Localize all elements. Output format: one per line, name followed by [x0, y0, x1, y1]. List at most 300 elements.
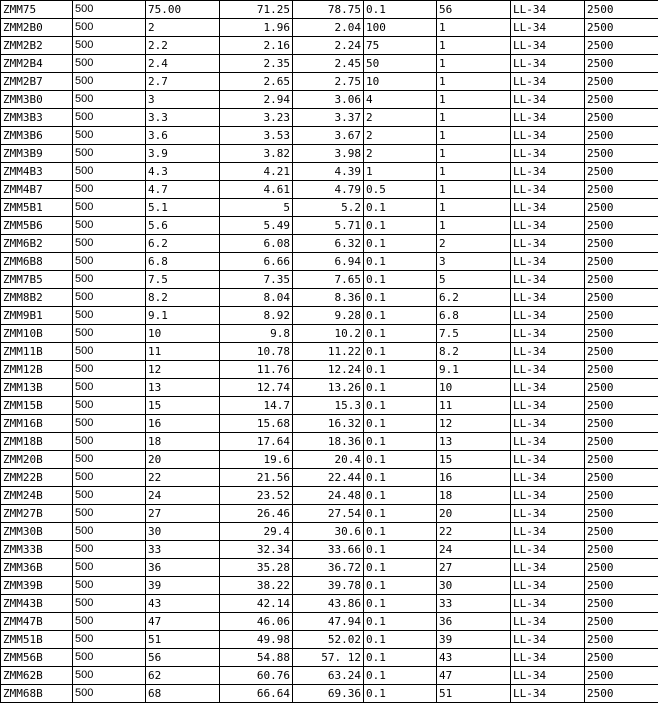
quantity-cell: 2500 — [585, 235, 658, 253]
quantity-cell: 2500 — [585, 145, 658, 163]
nominal-voltage-cell: 39 — [146, 577, 220, 595]
table-row — [1, 253, 658, 271]
part-number-cell: ZMM56B — [1, 649, 73, 667]
nominal-voltage-cell: 2.4 — [146, 55, 220, 73]
power-dissipation-cell: 500 — [73, 541, 146, 559]
package-cell: LL-34 — [511, 343, 585, 361]
quantity-cell: 2500 — [585, 433, 658, 451]
nominal-voltage-cell: 56 — [146, 649, 220, 667]
table-row — [1, 37, 658, 55]
table-row — [1, 19, 658, 37]
table-row — [1, 73, 658, 91]
power-dissipation-cell: 500 — [73, 523, 146, 541]
nominal-voltage-cell: 51 — [146, 631, 220, 649]
power-dissipation-cell: 500 — [73, 55, 146, 73]
table-row — [1, 505, 658, 523]
power-dissipation-cell: 500 — [73, 217, 146, 235]
part-number-cell: ZMM16B — [1, 415, 73, 433]
nominal-voltage-cell: 6.8 — [146, 253, 220, 271]
reverse-voltage-cell: 1 — [437, 109, 511, 127]
reverse-current-cell: 0.1 — [364, 325, 437, 343]
nominal-voltage-cell: 20 — [146, 451, 220, 469]
nominal-voltage-cell: 75.00 — [146, 1, 220, 19]
quantity-cell: 2500 — [585, 181, 658, 199]
reverse-current-cell: 0.1 — [364, 235, 437, 253]
nominal-voltage-cell: 3 — [146, 91, 220, 109]
quantity-cell: 2500 — [585, 91, 658, 109]
package-cell: LL-34 — [511, 505, 585, 523]
max-voltage-cell: 13.26 — [293, 379, 364, 397]
table-row — [1, 667, 658, 685]
part-number-cell: ZMM36B — [1, 559, 73, 577]
part-number-cell: ZMM33B — [1, 541, 73, 559]
min-voltage-cell: 23.52 — [220, 487, 293, 505]
table-row — [1, 559, 658, 577]
package-cell: LL-34 — [511, 199, 585, 217]
quantity-cell: 2500 — [585, 253, 658, 271]
min-voltage-cell: 3.82 — [220, 145, 293, 163]
min-voltage-cell: 9.8 — [220, 325, 293, 343]
reverse-voltage-cell: 8.2 — [437, 343, 511, 361]
quantity-cell: 2500 — [585, 541, 658, 559]
package-cell: LL-34 — [511, 523, 585, 541]
part-number-cell: ZMM2B0 — [1, 19, 73, 37]
nominal-voltage-cell: 3.6 — [146, 127, 220, 145]
nominal-voltage-cell: 4.7 — [146, 181, 220, 199]
power-dissipation-cell: 500 — [73, 271, 146, 289]
reverse-voltage-cell: 1 — [437, 199, 511, 217]
reverse-current-cell: 0.1 — [364, 415, 437, 433]
reverse-voltage-cell: 12 — [437, 415, 511, 433]
reverse-current-cell: 1 — [364, 163, 437, 181]
part-number-cell: ZMM24B — [1, 487, 73, 505]
max-voltage-cell: 27.54 — [293, 505, 364, 523]
package-cell: LL-34 — [511, 451, 585, 469]
part-number-cell: ZMM10B — [1, 325, 73, 343]
table-row — [1, 595, 658, 613]
nominal-voltage-cell: 16 — [146, 415, 220, 433]
part-number-cell: ZMM51B — [1, 631, 73, 649]
reverse-voltage-cell: 1 — [437, 145, 511, 163]
max-voltage-cell: 47.94 — [293, 613, 364, 631]
max-voltage-cell: 6.32 — [293, 235, 364, 253]
max-voltage-cell: 12.24 — [293, 361, 364, 379]
min-voltage-cell: 46.06 — [220, 613, 293, 631]
min-voltage-cell: 14.7 — [220, 397, 293, 415]
table-row — [1, 343, 658, 361]
quantity-cell: 2500 — [585, 685, 658, 703]
reverse-current-cell: 4 — [364, 91, 437, 109]
table-row — [1, 163, 658, 181]
part-number-cell: ZMM62B — [1, 667, 73, 685]
nominal-voltage-cell: 36 — [146, 559, 220, 577]
part-number-cell: ZMM4B3 — [1, 163, 73, 181]
nominal-voltage-cell: 5.6 — [146, 217, 220, 235]
nominal-voltage-cell: 47 — [146, 613, 220, 631]
package-cell: LL-34 — [511, 73, 585, 91]
part-number-cell: ZMM5B6 — [1, 217, 73, 235]
reverse-voltage-cell: 18 — [437, 487, 511, 505]
max-voltage-cell: 2.45 — [293, 55, 364, 73]
package-cell: LL-34 — [511, 559, 585, 577]
table-row — [1, 91, 658, 109]
reverse-current-cell: 0.1 — [364, 199, 437, 217]
min-voltage-cell: 49.98 — [220, 631, 293, 649]
reverse-voltage-cell: 11 — [437, 397, 511, 415]
table-row — [1, 199, 658, 217]
reverse-current-cell: 0.1 — [364, 289, 437, 307]
min-voltage-cell: 6.08 — [220, 235, 293, 253]
table-row — [1, 109, 658, 127]
part-number-cell: ZMM2B4 — [1, 55, 73, 73]
reverse-current-cell: 0.1 — [364, 595, 437, 613]
package-cell: LL-34 — [511, 631, 585, 649]
reverse-voltage-cell: 7.5 — [437, 325, 511, 343]
quantity-cell: 2500 — [585, 451, 658, 469]
power-dissipation-cell: 500 — [73, 91, 146, 109]
part-number-cell: ZMM8B2 — [1, 289, 73, 307]
min-voltage-cell: 17.64 — [220, 433, 293, 451]
table-row — [1, 685, 658, 703]
reverse-current-cell: 0.1 — [364, 577, 437, 595]
package-cell: LL-34 — [511, 271, 585, 289]
reverse-current-cell: 0.1 — [364, 307, 437, 325]
reverse-voltage-cell: 1 — [437, 19, 511, 37]
quantity-cell: 2500 — [585, 379, 658, 397]
max-voltage-cell: 33.66 — [293, 541, 364, 559]
reverse-voltage-cell: 47 — [437, 667, 511, 685]
min-voltage-cell: 7.35 — [220, 271, 293, 289]
quantity-cell: 2500 — [585, 667, 658, 685]
reverse-voltage-cell: 1 — [437, 91, 511, 109]
max-voltage-cell: 11.22 — [293, 343, 364, 361]
min-voltage-cell: 5.49 — [220, 217, 293, 235]
quantity-cell: 2500 — [585, 19, 658, 37]
part-number-cell: ZMM47B — [1, 613, 73, 631]
quantity-cell: 2500 — [585, 523, 658, 541]
reverse-current-cell: 0.1 — [364, 253, 437, 271]
nominal-voltage-cell: 30 — [146, 523, 220, 541]
max-voltage-cell: 78.75 — [293, 1, 364, 19]
reverse-current-cell: 100 — [364, 19, 437, 37]
table-row — [1, 55, 658, 73]
part-number-cell: ZMM7B5 — [1, 271, 73, 289]
max-voltage-cell: 39.78 — [293, 577, 364, 595]
power-dissipation-cell: 500 — [73, 613, 146, 631]
min-voltage-cell: 2.65 — [220, 73, 293, 91]
quantity-cell: 2500 — [585, 37, 658, 55]
reverse-voltage-cell: 56 — [437, 1, 511, 19]
nominal-voltage-cell: 6.2 — [146, 235, 220, 253]
part-number-cell: ZMM15B — [1, 397, 73, 415]
reverse-voltage-cell: 27 — [437, 559, 511, 577]
power-dissipation-cell: 500 — [73, 307, 146, 325]
power-dissipation-cell: 500 — [73, 451, 146, 469]
table-row — [1, 649, 658, 667]
reverse-voltage-cell: 16 — [437, 469, 511, 487]
min-voltage-cell: 2.94 — [220, 91, 293, 109]
reverse-current-cell: 50 — [364, 55, 437, 73]
package-cell: LL-34 — [511, 91, 585, 109]
min-voltage-cell: 11.76 — [220, 361, 293, 379]
max-voltage-cell: 57. 12 — [293, 649, 364, 667]
max-voltage-cell: 30.6 — [293, 523, 364, 541]
reverse-voltage-cell: 6.2 — [437, 289, 511, 307]
table-row — [1, 415, 658, 433]
reverse-current-cell: 0.1 — [364, 649, 437, 667]
package-cell: LL-34 — [511, 613, 585, 631]
part-number-cell: ZMM5B1 — [1, 199, 73, 217]
power-dissipation-cell: 500 — [73, 19, 146, 37]
package-cell: LL-34 — [511, 649, 585, 667]
table-row — [1, 523, 658, 541]
min-voltage-cell: 29.4 — [220, 523, 293, 541]
min-voltage-cell: 66.64 — [220, 685, 293, 703]
package-cell: LL-34 — [511, 577, 585, 595]
max-voltage-cell: 24.48 — [293, 487, 364, 505]
quantity-cell: 2500 — [585, 595, 658, 613]
max-voltage-cell: 9.28 — [293, 307, 364, 325]
min-voltage-cell: 19.6 — [220, 451, 293, 469]
power-dissipation-cell: 500 — [73, 577, 146, 595]
package-cell: LL-34 — [511, 433, 585, 451]
reverse-voltage-cell: 2 — [437, 235, 511, 253]
nominal-voltage-cell: 27 — [146, 505, 220, 523]
package-cell: LL-34 — [511, 163, 585, 181]
max-voltage-cell: 52.02 — [293, 631, 364, 649]
reverse-current-cell: 0.1 — [364, 271, 437, 289]
power-dissipation-cell: 500 — [73, 289, 146, 307]
nominal-voltage-cell: 3.3 — [146, 109, 220, 127]
table-row — [1, 235, 658, 253]
part-number-cell: ZMM13B — [1, 379, 73, 397]
nominal-voltage-cell: 24 — [146, 487, 220, 505]
reverse-current-cell: 0.1 — [364, 523, 437, 541]
nominal-voltage-cell: 62 — [146, 667, 220, 685]
reverse-current-cell: 0.1 — [364, 469, 437, 487]
reverse-current-cell: 0.1 — [364, 631, 437, 649]
package-cell: LL-34 — [511, 487, 585, 505]
part-number-cell: ZMM39B — [1, 577, 73, 595]
nominal-voltage-cell: 22 — [146, 469, 220, 487]
part-number-cell: ZMM18B — [1, 433, 73, 451]
min-voltage-cell: 26.46 — [220, 505, 293, 523]
power-dissipation-cell: 500 — [73, 235, 146, 253]
reverse-voltage-cell: 22 — [437, 523, 511, 541]
quantity-cell: 2500 — [585, 1, 658, 19]
table-row — [1, 631, 658, 649]
min-voltage-cell: 6.66 — [220, 253, 293, 271]
quantity-cell: 2500 — [585, 487, 658, 505]
nominal-voltage-cell: 13 — [146, 379, 220, 397]
min-voltage-cell: 8.92 — [220, 307, 293, 325]
max-voltage-cell: 15.3 — [293, 397, 364, 415]
min-voltage-cell: 3.53 — [220, 127, 293, 145]
quantity-cell: 2500 — [585, 559, 658, 577]
reverse-voltage-cell: 20 — [437, 505, 511, 523]
power-dissipation-cell: 500 — [73, 343, 146, 361]
table-row — [1, 487, 658, 505]
max-voltage-cell: 3.06 — [293, 91, 364, 109]
package-cell: LL-34 — [511, 685, 585, 703]
quantity-cell: 2500 — [585, 505, 658, 523]
quantity-cell: 2500 — [585, 577, 658, 595]
table-row — [1, 217, 658, 235]
package-cell: LL-34 — [511, 289, 585, 307]
reverse-voltage-cell: 1 — [437, 55, 511, 73]
part-number-cell: ZMM4B7 — [1, 181, 73, 199]
max-voltage-cell: 43.86 — [293, 595, 364, 613]
quantity-cell: 2500 — [585, 307, 658, 325]
part-number-cell: ZMM12B — [1, 361, 73, 379]
quantity-cell: 2500 — [585, 109, 658, 127]
part-number-cell: ZMM22B — [1, 469, 73, 487]
table-row — [1, 613, 658, 631]
package-cell: LL-34 — [511, 307, 585, 325]
reverse-current-cell: 0.1 — [364, 613, 437, 631]
reverse-voltage-cell: 33 — [437, 595, 511, 613]
part-number-cell: ZMM2B2 — [1, 37, 73, 55]
reverse-voltage-cell: 24 — [437, 541, 511, 559]
part-number-cell: ZMM6B8 — [1, 253, 73, 271]
nominal-voltage-cell: 4.3 — [146, 163, 220, 181]
reverse-voltage-cell: 1 — [437, 217, 511, 235]
power-dissipation-cell: 500 — [73, 181, 146, 199]
quantity-cell: 2500 — [585, 397, 658, 415]
reverse-voltage-cell: 3 — [437, 253, 511, 271]
min-voltage-cell: 71.25 — [220, 1, 293, 19]
package-cell: LL-34 — [511, 217, 585, 235]
max-voltage-cell: 4.79 — [293, 181, 364, 199]
power-dissipation-cell: 500 — [73, 415, 146, 433]
min-voltage-cell: 60.76 — [220, 667, 293, 685]
reverse-voltage-cell: 13 — [437, 433, 511, 451]
reverse-current-cell: 0.1 — [364, 361, 437, 379]
max-voltage-cell: 63.24 — [293, 667, 364, 685]
package-cell: LL-34 — [511, 667, 585, 685]
nominal-voltage-cell: 10 — [146, 325, 220, 343]
reverse-voltage-cell: 15 — [437, 451, 511, 469]
part-number-cell: ZMM3B3 — [1, 109, 73, 127]
reverse-voltage-cell: 1 — [437, 127, 511, 145]
min-voltage-cell: 1.96 — [220, 19, 293, 37]
table-row — [1, 451, 658, 469]
min-voltage-cell: 5 — [220, 199, 293, 217]
power-dissipation-cell: 500 — [73, 361, 146, 379]
max-voltage-cell: 18.36 — [293, 433, 364, 451]
package-cell: LL-34 — [511, 19, 585, 37]
reverse-voltage-cell: 6.8 — [437, 307, 511, 325]
reverse-voltage-cell: 5 — [437, 271, 511, 289]
min-voltage-cell: 21.56 — [220, 469, 293, 487]
power-dissipation-cell: 500 — [73, 595, 146, 613]
reverse-voltage-cell: 10 — [437, 379, 511, 397]
max-voltage-cell: 6.94 — [293, 253, 364, 271]
table-row — [1, 1, 658, 19]
table-row — [1, 181, 658, 199]
nominal-voltage-cell: 15 — [146, 397, 220, 415]
min-voltage-cell: 32.34 — [220, 541, 293, 559]
reverse-voltage-cell: 51 — [437, 685, 511, 703]
quantity-cell: 2500 — [585, 199, 658, 217]
reverse-voltage-cell: 36 — [437, 613, 511, 631]
power-dissipation-cell: 500 — [73, 631, 146, 649]
table-row — [1, 289, 658, 307]
part-number-cell: ZMM2B7 — [1, 73, 73, 91]
min-voltage-cell: 2.16 — [220, 37, 293, 55]
reverse-current-cell: 0.1 — [364, 1, 437, 19]
package-cell: LL-34 — [511, 145, 585, 163]
quantity-cell: 2500 — [585, 343, 658, 361]
part-number-cell: ZMM9B1 — [1, 307, 73, 325]
min-voltage-cell: 4.21 — [220, 163, 293, 181]
max-voltage-cell: 36.72 — [293, 559, 364, 577]
max-voltage-cell: 3.37 — [293, 109, 364, 127]
package-cell: LL-34 — [511, 1, 585, 19]
nominal-voltage-cell: 11 — [146, 343, 220, 361]
quantity-cell: 2500 — [585, 127, 658, 145]
quantity-cell: 2500 — [585, 361, 658, 379]
quantity-cell: 2500 — [585, 217, 658, 235]
power-dissipation-cell: 500 — [73, 253, 146, 271]
reverse-current-cell: 0.1 — [364, 217, 437, 235]
nominal-voltage-cell: 9.1 — [146, 307, 220, 325]
package-cell: LL-34 — [511, 253, 585, 271]
quantity-cell: 2500 — [585, 289, 658, 307]
nominal-voltage-cell: 43 — [146, 595, 220, 613]
max-voltage-cell: 5.71 — [293, 217, 364, 235]
reverse-current-cell: 2 — [364, 109, 437, 127]
table-row — [1, 397, 658, 415]
table-body — [1, 1, 658, 703]
min-voltage-cell: 15.68 — [220, 415, 293, 433]
package-cell: LL-34 — [511, 109, 585, 127]
package-cell: LL-34 — [511, 469, 585, 487]
min-voltage-cell: 35.28 — [220, 559, 293, 577]
part-number-cell: ZMM3B9 — [1, 145, 73, 163]
package-cell: LL-34 — [511, 127, 585, 145]
part-number-cell: ZMM68B — [1, 685, 73, 703]
reverse-current-cell: 0.1 — [364, 379, 437, 397]
min-voltage-cell: 4.61 — [220, 181, 293, 199]
table-row — [1, 325, 658, 343]
power-dissipation-cell: 500 — [73, 145, 146, 163]
package-cell: LL-34 — [511, 595, 585, 613]
max-voltage-cell: 3.98 — [293, 145, 364, 163]
package-cell: LL-34 — [511, 235, 585, 253]
nominal-voltage-cell: 68 — [146, 685, 220, 703]
max-voltage-cell: 8.36 — [293, 289, 364, 307]
reverse-current-cell: 2 — [364, 127, 437, 145]
reverse-voltage-cell: 43 — [437, 649, 511, 667]
nominal-voltage-cell: 3.9 — [146, 145, 220, 163]
part-number-cell: ZMM6B2 — [1, 235, 73, 253]
nominal-voltage-cell: 2.2 — [146, 37, 220, 55]
min-voltage-cell: 2.35 — [220, 55, 293, 73]
min-voltage-cell: 8.04 — [220, 289, 293, 307]
power-dissipation-cell: 500 — [73, 73, 146, 91]
power-dissipation-cell: 500 — [73, 559, 146, 577]
part-number-cell: ZMM75 — [1, 1, 73, 19]
package-cell: LL-34 — [511, 181, 585, 199]
reverse-current-cell: 0.1 — [364, 433, 437, 451]
nominal-voltage-cell: 12 — [146, 361, 220, 379]
package-cell: LL-34 — [511, 541, 585, 559]
min-voltage-cell: 10.78 — [220, 343, 293, 361]
power-dissipation-cell: 500 — [73, 1, 146, 19]
package-cell: LL-34 — [511, 361, 585, 379]
power-dissipation-cell: 500 — [73, 127, 146, 145]
